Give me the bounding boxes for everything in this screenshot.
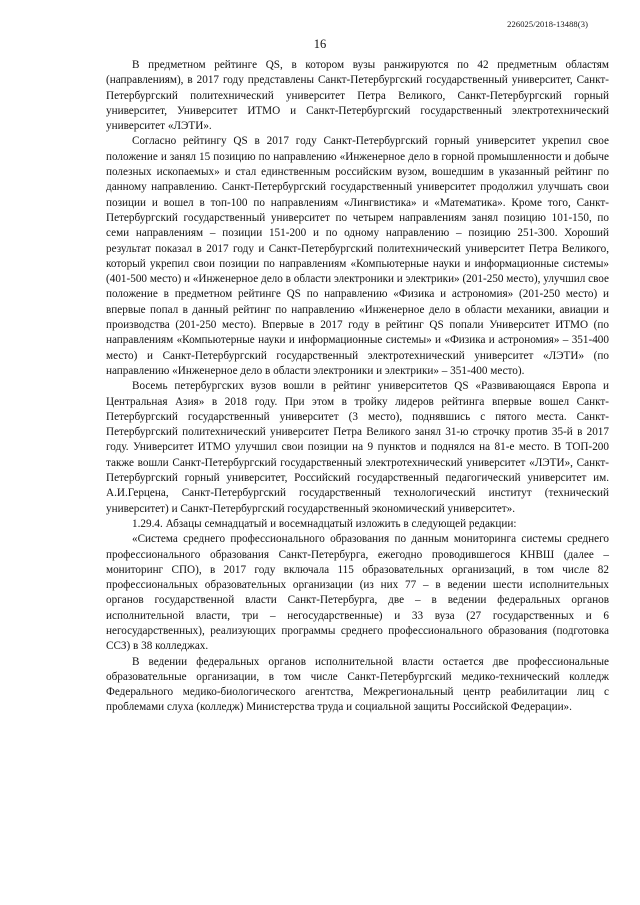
page-number: 16 — [313, 37, 327, 51]
paragraph-qs-emerging-europe: Восемь петербургских вузов вошли в рейтинг университетов QS «Развивающаяся Европа и Центральная Азия» в 2018 году. При этом в тройку лидеров рейтинга впервые вошел Санкт-Петербургский государственный университет (3 место), поднявшись с пятого места. Санкт-Петербургский политехнический университет Петра Великого занял 31-ю строчку против 35-й в 2017 году. Университет ИТМО улучшил свои позиции на 9 пунктов и поднялся на 81-е место. В ТОП-200 также вошли Санкт-Петербургский государственный электротехнический университет «ЛЭТИ», Санкт-Петербургский горный университет, Российский государственный педагогический университет им. А.И.Герцена, Санкт-Петербургский государственный технологический институт (технический университет) и Санкт-Петербургский государственный экономический университет». — [106, 380, 609, 515]
paragraph-spo-system: «Система среднего профессионального образования по данным мониторинга системы среднего профессионального образования Санкт-Петербурга, ежегодно проводившегося КНВШ (далее – мониторинг СПО), в 2017 году включала 115 образовательных организаций, в том числе 82 профессиональных образовательных организации (из них 77 – в ведении шести исполнительных органов государственной власти Санкт-Петербурга, две – в ведении федеральных органов исполнительной власти, три – негосударственные) и 33 вуза (27 государственных и 6 негосударственных), реализующих программы среднего профессионального образования (подготовка ССЗ) в 38 колледжах. — [106, 533, 609, 653]
paragraph-qs-2017-results: Согласно рейтингу QS в 2017 году Санкт-Петербургский горный университет укрепил свое положение и занял 15 позицию по направлению «Инженерное дело в горной промышленности и добыче полезных ископаемых» и стал единственным российским вузом, вошедшим в указанный рейтинг по данному направлению. Санкт-Петербургский государственный университет продолжил улучшать свои позиции и вошел в топ-100 по направлениям «Лингвистика» и «Математика». Кроме того, Санкт-Петербургский государственный университет по четырем направлениям занял позицию 101-150, по семи направлениям – позиции 151-200 и по одному направлению – позицию 251-300. Хороший результат показал в 2017 году и Санкт-Петербургский политехнический университет Петра Великого, который укрепил свои позиции по направлениям «Компьютерные науки и информационные системы» (401-500 место) и «Инженерное дело в области электроники и электрики» (201-250 место), улучшил свое положение в предметном рейтинге QS по направлению «Физика и астрономия» (201-250 место) и впервые попал в данный рейтинг по направлению «Инженерное дело в области механики, авиации и производства (201-250 место). Впервые в 2017 году в рейтинг QS попали Университет ИТМО (по направлениям «Компьютерные науки и информационные системы» и «Физика и астрономия» – 351-400 место) и Санкт-Петербургский государственный электротехнический университет «ЛЭТИ» (по направлению «Инженерное дело в области электроники и электрики» – 351-400 место). — [106, 135, 609, 377]
document-body — [106, 58, 609, 716]
paragraph-qs-subject-rating: В предметном рейтинге QS, в котором вузы ранжируются по 42 предметным областям (направлениям), в 2017 году представлены Санкт-Петербургский государственный университет, Санкт-Петербургский политехнический университет Петра Великого, Санкт-Петербургский горный университет, Университет ИТМО и Санкт-Петербургский государственный электротехнический университет «ЛЭТИ». — [106, 59, 609, 133]
paragraph-amendment-clause: 1.29.4. Абзацы семнадцатый и восемнадцатый изложить в следующей редакции: — [132, 517, 517, 530]
paragraph-federal-organizations: В ведении федеральных органов исполнительной власти остается две профессиональные образовательные организации, в том числе Санкт-Петербургский медико-технический колледж Федерального медико-биологического агентства, Межрегиональный центр реабилитации лиц с проблемами слуха (колледж) Министерства труда и социальной защиты Российской Федерации». — [106, 655, 609, 714]
document-registration-code: 226025/2018-13488(3) — [507, 19, 588, 29]
